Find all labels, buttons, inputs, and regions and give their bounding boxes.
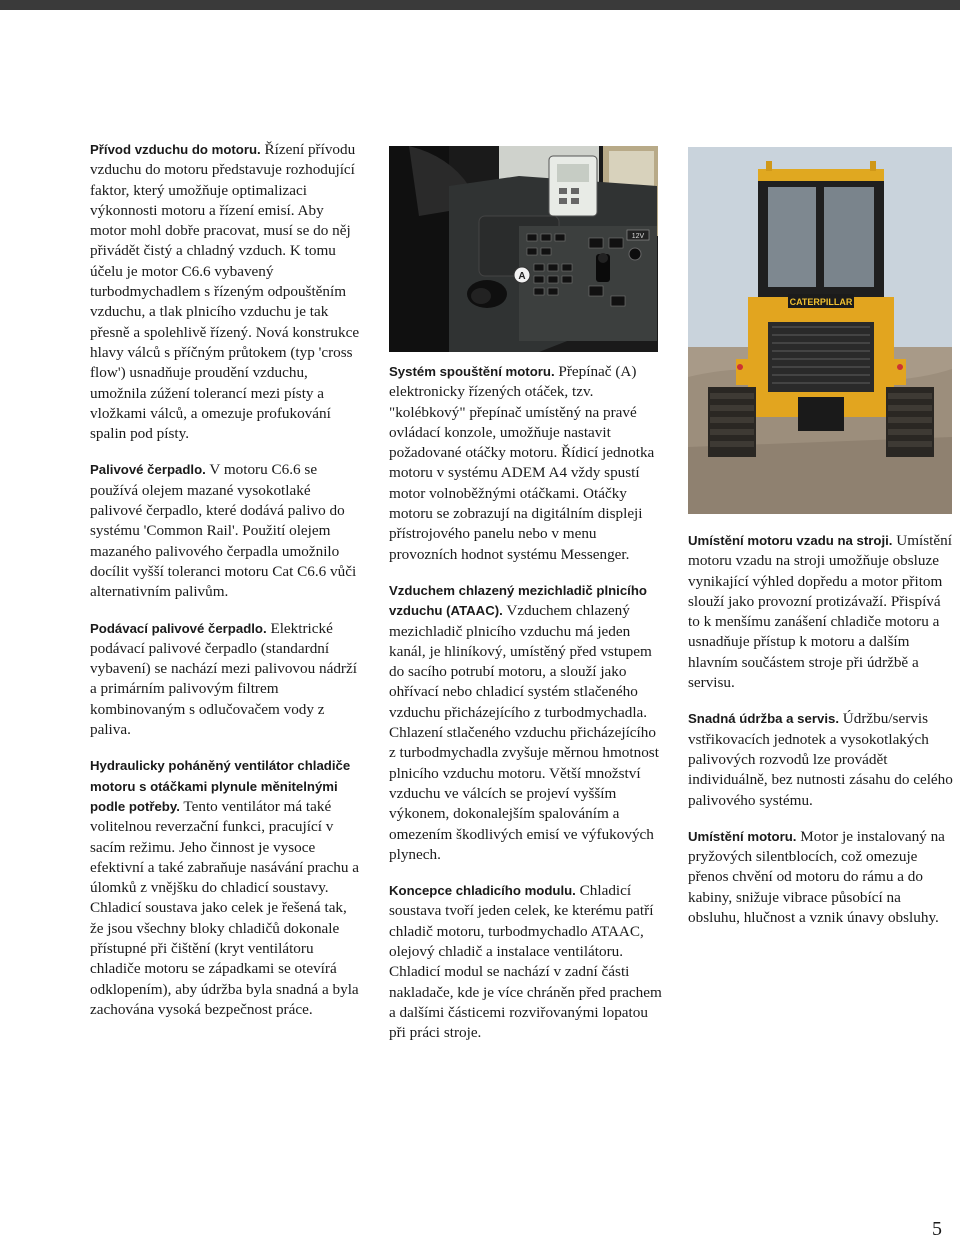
body-text: Tento ventilátor má také volitelnou reverzační funkci, pracující v sacím režimu. Jeho činnost je vysoce efektivní a také zabraňuje nasávání prachu a úlomků z vnějšku do chladicí soustavy.	[90, 797, 360, 897]
body-text: Umístění motoru vzadu na stroji umožňuje obsluze vynikající výhled dopředu a motor přitom slouží jako provozní protizávaží. Přispívá to k menšímu zanášení chladiče motoru a usnadňuje přístup k motoru a dalším hlavním součástem stroje při údržbě a servisu.	[688, 532, 952, 692]
body-text: Elektrické podávací palivové čerpadlo (standardní vybavení) se nachází mezi palivovou nádrží a primárním palivovým filtrem kombinovaným s odlučovačem vody z paliva.	[90, 619, 357, 739]
label-12v: 12V	[631, 233, 645, 240]
paragraph-fan	[90, 756, 362, 898]
callout-a: A	[518, 271, 526, 282]
paragraph-engine-start	[389, 362, 663, 565]
body-text: Chladicí soustava tvoří jeden celek, ke kterému patří chladič motoru, turbodmychadlo ATAAC, olejový chladič a instalace ventilátoru. Chladicí modul se nachází v zadní části nakladače, kde je více chráněn před prachem a dalšími částicemi rozviřovanými lopatou při práci stroje.	[389, 882, 662, 1042]
brand-logo: CATERPILLAR	[789, 297, 853, 307]
heading: Hydraulicky poháněný ventilátor chladiče motoru s otáčkami plynule měnitelnými podle potřeby.	[90, 758, 351, 814]
console-illustration	[389, 146, 658, 352]
text-column-3	[688, 531, 954, 944]
body-text: Údržbu/servis vstřikovacích jednotek a vysokotlakých palivových rozvodů lze provádět individuálně, bez nutnosti zásahu do celého palivového systému.	[688, 710, 953, 809]
text-column-1	[90, 140, 362, 1036]
paragraph-feed-pump	[90, 619, 362, 741]
paragraph-fuel-pump	[90, 460, 362, 602]
heading: Podávací palivové čerpadlo.	[90, 620, 267, 636]
body-text: Chladicí soustava jako celek je řešená tak, že jsou všechny bloky chladičů dokonale přístupné při čištění (kryt ventilátoru chladiče motoru se západkami se otevírá odklopením), aby údržba byla snadná a byla zachována vysoká bezpečnost práce.	[90, 899, 359, 1018]
heading: Koncepce chladicího modulu.	[389, 883, 576, 899]
body-text: Řízení přívodu vzduchu do motoru představuje rozhodující faktor, který umožňuje optimalizaci výkonnosti motoru a řízení emisí. Aby motor mohl dobře pracovat, musí se do něj přivádět čistý a chladný vzduch. K tomu účelu je motor C6.6 vybavený turbodmychadlem s řízeným odpouštěním vzduchu, a tlak plnicího vzduchu je tak přesně a spolehlivě řízený. Nová konstrukce hlavy válců s příčným průtokem (typ 'cross flow') usnadňuje proudění vzduchu, umožnila zúžení tolerancí mezi písty a vložkami válců, a omezuje profukování spalin pod písty.	[90, 141, 360, 443]
body-text: Přepínač (A) elektronicky řízených otáček, tzv. "kolébkový" přepínač umístěný na pravé ovládací konzole, umožňuje nastavit požadované otáčky motoru. Řídicí jednotka motoru v systému ADEM A4 vždy spustí motor volnoběžnými otáčkami. Otáčky motoru se zobrazují na digitálním displeji přístrojového panelu nebo v menu provozních hodnot systému Messenger.	[389, 363, 655, 563]
heading: Systém spouštění motoru.	[389, 364, 555, 379]
heading: Palivové čerpadlo.	[90, 462, 206, 478]
body-text: V motoru C6.6 se používá olejem mazané vysokotlaké palivové čerpadlo, které dodává palivo do systému 'Common Rail'. Použití olejem mazaného palivového čerpadla umožnilo docílit vyšší toleranci motoru Cat C6.6 vůči alternativním palivům.	[90, 461, 357, 601]
heading: Umístění motoru vzadu na stroji.	[688, 533, 893, 548]
text-column-2	[389, 362, 663, 1060]
paragraph-cooling-module	[389, 881, 663, 1043]
paragraph-ataac	[389, 581, 663, 865]
tractor-illustration	[688, 147, 952, 514]
paragraph-rear-engine	[688, 531, 954, 693]
control-console-photo	[389, 146, 658, 352]
heading: Snadná údržba a servis.	[688, 711, 839, 727]
page-number: 5	[932, 1218, 942, 1240]
paragraph-air-intake	[90, 140, 362, 444]
track-loader-photo	[688, 147, 952, 514]
paragraph-maintenance	[688, 709, 954, 810]
body-text: Motor je instalovaný na pryžových silentblocích, což omezuje přenos chvění od motoru do rámu a do kabiny, snižuje vibrace působící na obsluhu, hlučnost a vznik únavy obsluhy.	[688, 827, 945, 927]
heading: Přívod vzduchu do motoru.	[90, 142, 261, 157]
heading: Umístění motoru.	[688, 828, 797, 844]
heading: Vzduchem chlazený mezichladič plnicího vzduchu (ATAAC).	[389, 582, 647, 619]
top-bar	[0, 0, 960, 10]
paragraph-engine-mounting	[688, 827, 954, 928]
paragraph-cooling-system	[90, 898, 362, 1020]
body-text: Vzduchem chlazený mezichladič plnicího vzduchu má jeden kanál, je hliníkový, umístěný před vstupem do sacího potrubí motoru, a slouží jako ohřívací nebo chladicí systém stlačeného vzduchu přicházejícího z turbodmychadla. Chlazení stlačeného vzduchu přicházejícího z turbodmychadla zvyšuje měrnou hmotnost plnicího vzduchu motoru. Větší množství vzduchu ve válcích se projeví vyšším výkonem, dokonalejším spalováním a omezením škodlivých emisí ve výfukových plynech.	[389, 602, 659, 863]
